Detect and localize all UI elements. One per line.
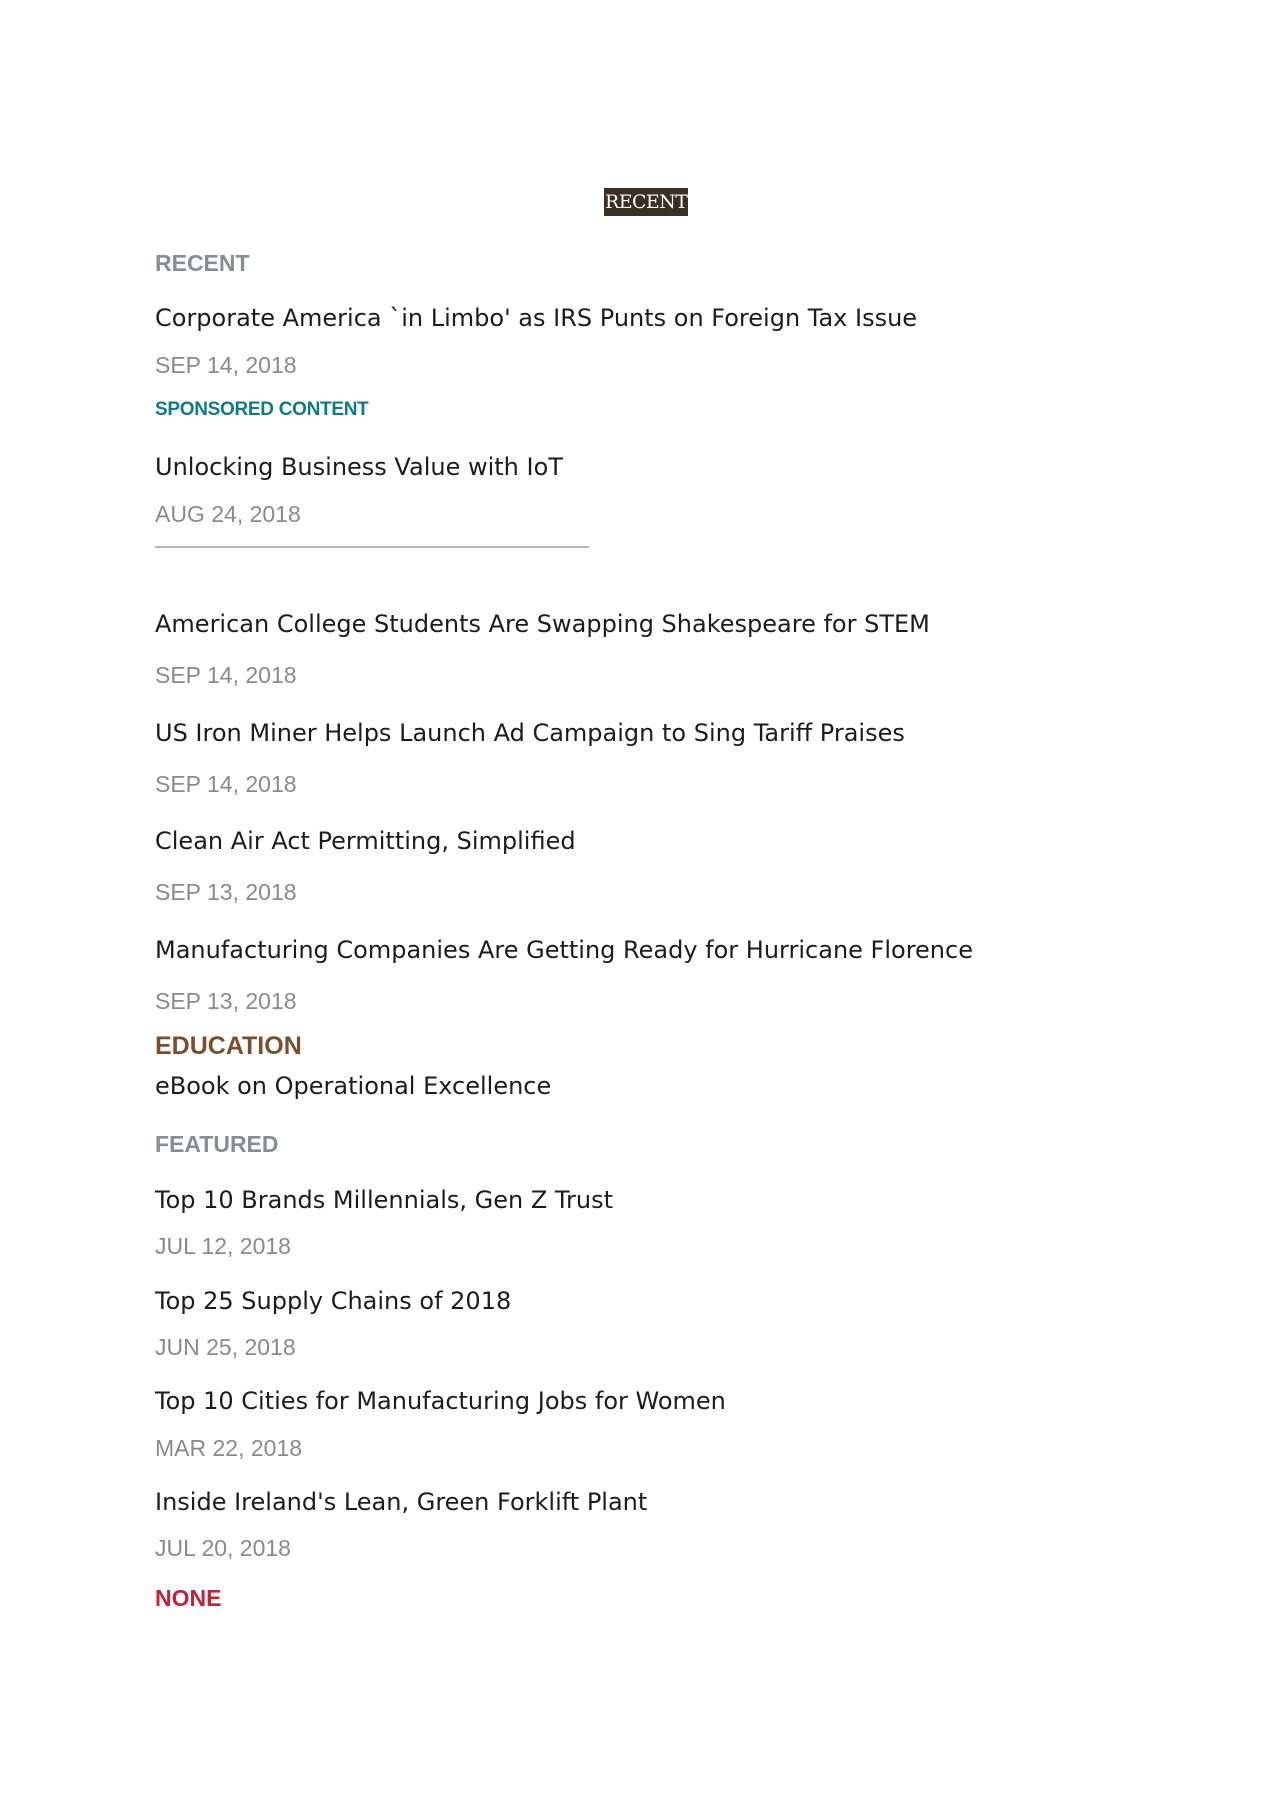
latest-article-title-1[interactable]: US Iron Miner Helps Launch Ad Campaign to Sing Tariff Praises [155, 719, 905, 747]
recent-article-title-0[interactable]: Corporate America `in Limbo' as IRS Punts on Foreign Tax Issue [155, 304, 918, 332]
recent-heading: RECENT [155, 250, 250, 276]
featured-article-title-2[interactable]: Top 10 Cities for Manufacturing Jobs for Women [155, 1387, 726, 1415]
latest-article-date-1: SEP 14, 2018 [155, 771, 297, 797]
latest-article-title-0[interactable]: American College Students Are Swapping Shakespeare for STEM [155, 610, 930, 638]
featured-article-date-0: JUL 12, 2018 [155, 1233, 291, 1259]
tab-recent[interactable]: RECENT [604, 188, 688, 216]
featured-article-title-3[interactable]: Inside Ireland's Lean, Green Forklift Plant [155, 1488, 648, 1516]
sponsored-article-title-0[interactable]: Unlocking Business Value with IoT [155, 453, 563, 481]
latest-article-date-3: SEP 13, 2018 [155, 988, 297, 1014]
featured-article-date-2: MAR 22, 2018 [155, 1435, 303, 1461]
recent-article-date-0: SEP 14, 2018 [155, 352, 297, 378]
latest-article-title-2[interactable]: Clean Air Act Permitting, Simplified [155, 827, 576, 855]
featured-article-title-0[interactable]: Top 10 Brands Millennials, Gen Z Trust [155, 1186, 614, 1214]
sponsored-content-label: SPONSORED CONTENT [155, 399, 369, 420]
section-divider [155, 546, 589, 548]
featured-heading: FEATURED [155, 1131, 279, 1157]
featured-article-date-1: JUN 25, 2018 [155, 1334, 296, 1360]
latest-article-date-2: SEP 13, 2018 [155, 879, 297, 905]
sponsored-article-date-0: AUG 24, 2018 [155, 501, 301, 527]
featured-article-date-3: JUL 20, 2018 [155, 1535, 291, 1561]
education-label: EDUCATION [155, 1032, 302, 1060]
education-ebook-link[interactable]: eBook on Operational Excellence [155, 1072, 552, 1100]
featured-article-title-1[interactable]: Top 25 Supply Chains of 2018 [155, 1287, 512, 1315]
latest-article-title-3[interactable]: Manufacturing Companies Are Getting Ready for Hurricane Florence [155, 936, 973, 964]
none-label: NONE [155, 1585, 222, 1611]
latest-article-date-0: SEP 14, 2018 [155, 662, 297, 688]
